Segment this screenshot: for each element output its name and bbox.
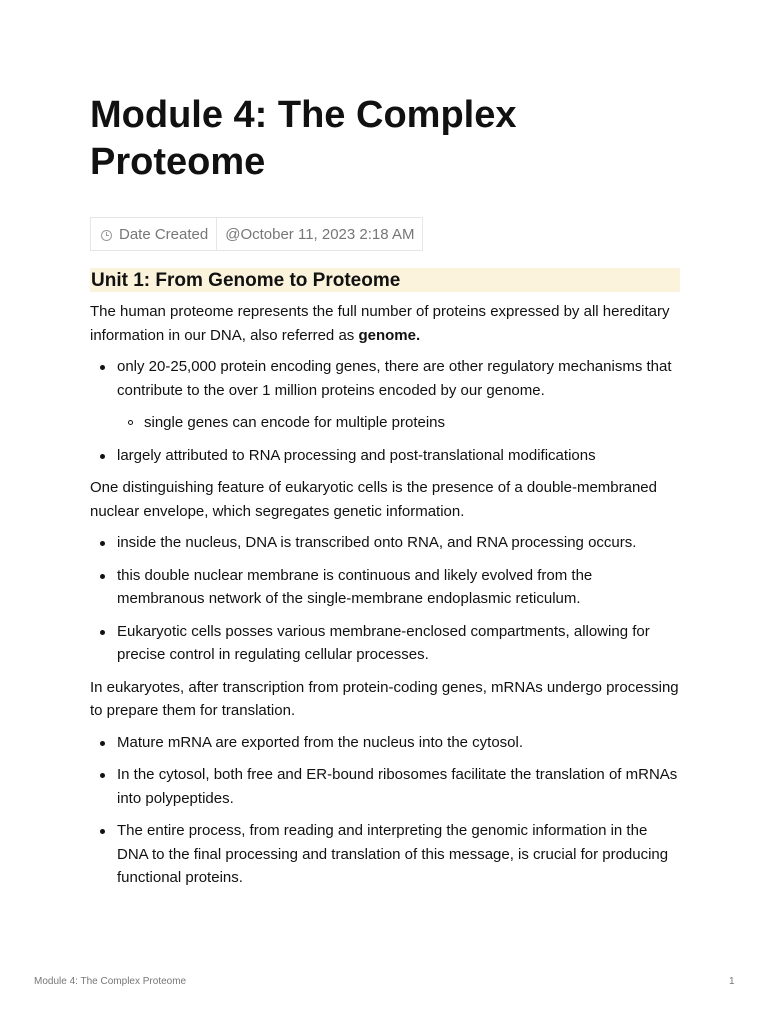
list-item bbox=[90, 763, 680, 810]
bullet-list-3 bbox=[90, 731, 680, 890]
list-item-text: Eukaryotic cells posses various membrane-enclosed compartments, allowing for precise control in regulating cellular processes. bbox=[117, 622, 650, 663]
bullet-icon bbox=[100, 454, 105, 459]
bullet-icon bbox=[100, 365, 105, 370]
bullet-icon bbox=[100, 574, 105, 579]
bullet-icon bbox=[100, 741, 105, 746]
list-item-text: In the cytosol, both free and ER-bound ribosomes facilitate the translation of mRNAs into polypeptides. bbox=[117, 766, 678, 807]
bullet-icon bbox=[100, 630, 105, 635]
list-item-text: this double nuclear membrane is continuous and likely evolved from the membranous network of the single-membrane endoplasmic reticulum. bbox=[117, 566, 593, 607]
date-created-value: @October 11, 2023 2:18 AM bbox=[225, 225, 415, 243]
footer-page-number: 1 bbox=[729, 976, 735, 987]
sub-list bbox=[117, 411, 680, 435]
list-item bbox=[90, 355, 680, 435]
list-item-text: only 20-25,000 protein encoding genes, there are other regulatory mechanisms that contribute to the over 1 million proteins encoded by our genome. bbox=[117, 358, 672, 399]
page-title: Module 4: The Complex Proteome bbox=[90, 94, 517, 183]
intro-bold: genome. bbox=[358, 326, 421, 344]
list-item bbox=[90, 564, 680, 611]
page-content bbox=[90, 268, 680, 899]
clock-icon bbox=[101, 230, 112, 241]
footer-doc-title: Module 4: The Complex Proteome bbox=[34, 976, 187, 987]
list-item bbox=[90, 819, 680, 890]
intro-text: The human proteome represents the full number of proteins expressed by all hereditary information in our DNA, also referred as bbox=[90, 303, 670, 344]
bullet-icon bbox=[100, 829, 105, 834]
list-item-text: inside the nucleus, DNA is transcribed onto RNA, and RNA processing occurs. bbox=[117, 534, 637, 551]
paragraph-2: One distinguishing feature of eukaryotic cells is the presence of a double-membraned nuclear envelope, which segregates genetic information. bbox=[90, 479, 657, 520]
unit-heading: Unit 1: From Genome to Proteome bbox=[90, 268, 680, 292]
list-item bbox=[90, 444, 680, 468]
date-created-label: Date Created bbox=[119, 225, 209, 243]
sub-list-item-text: single genes can encode for multiple proteins bbox=[144, 414, 446, 431]
bullet-list-2 bbox=[90, 531, 680, 667]
list-item-text: The entire process, from reading and interpreting the genomic information in the DNA to the final processing and translation of this message, is crucial for producing functional proteins. bbox=[117, 822, 669, 886]
bullet-icon bbox=[100, 541, 105, 546]
hollow-bullet-icon bbox=[128, 420, 133, 425]
date-created-property bbox=[91, 218, 217, 250]
intro-paragraph bbox=[90, 300, 680, 347]
properties-table bbox=[90, 217, 423, 251]
bullet-list-1 bbox=[90, 355, 680, 467]
list-item bbox=[90, 731, 680, 755]
list-item bbox=[90, 620, 680, 667]
list-item-text: Mature mRNA are exported from the nucleus into the cytosol. bbox=[117, 733, 524, 751]
bullet-icon bbox=[100, 773, 105, 778]
list-item-text: largely attributed to RNA processing and post-translational modifications bbox=[117, 446, 596, 464]
sub-list-item bbox=[117, 411, 680, 435]
list-item bbox=[90, 531, 680, 555]
paragraph-3: In eukaryotes, after transcription from protein-coding genes, mRNAs undergo processing to prepare them for translation. bbox=[90, 678, 679, 719]
